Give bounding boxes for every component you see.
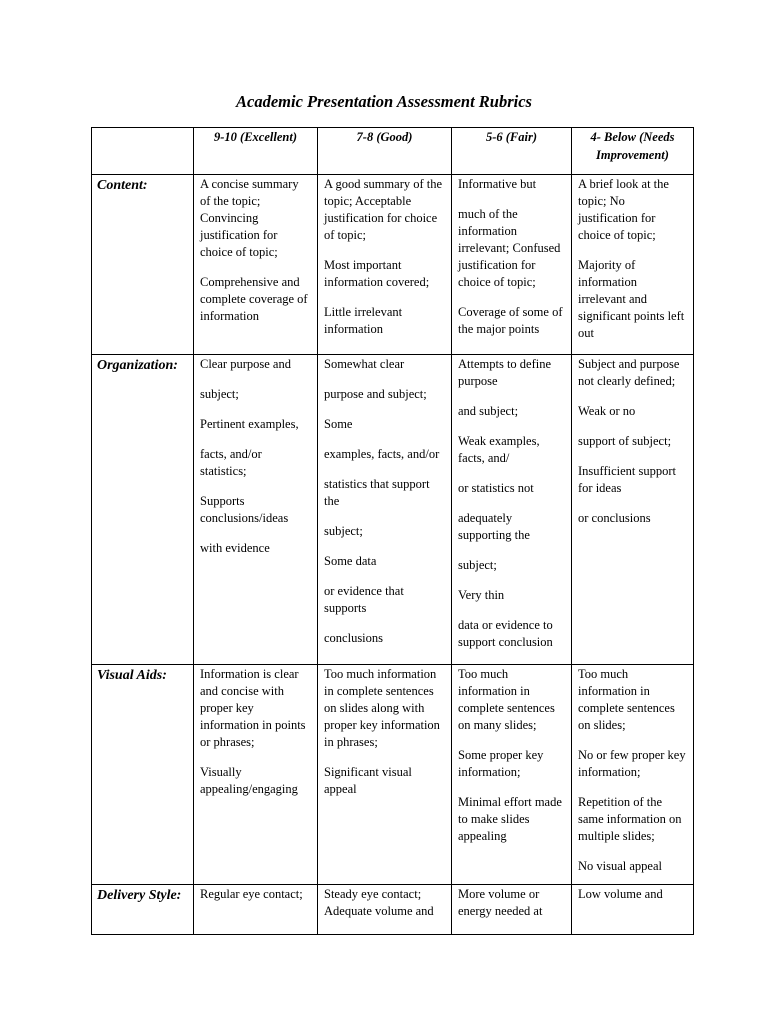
cell-paragraph: purpose and subject; <box>324 387 427 401</box>
cell-paragraph: Subject and purpose not clearly defined; <box>578 357 680 388</box>
cell-paragraph: Minimal effort made to make slides appealing <box>458 795 562 843</box>
rubric-table <box>91 127 694 935</box>
cell-paragraph: Somewhat clear <box>324 357 405 371</box>
cell-organization-fair <box>452 355 572 665</box>
cell-paragraph: adequately supporting the <box>458 511 530 542</box>
cell-paragraph: Regular eye contact; <box>200 887 303 901</box>
cell-paragraph: Attempts to define purpose <box>458 357 552 388</box>
row-label-content: Content: <box>92 175 194 355</box>
header-row <box>92 128 694 175</box>
cell-paragraph: subject; <box>200 387 239 401</box>
cell-paragraph: facts, and/or statistics; <box>200 447 262 478</box>
cell-organization-excellent <box>194 355 318 665</box>
cell-paragraph: subject; <box>324 524 363 538</box>
cell-paragraph: Pertinent examples, <box>200 417 299 431</box>
cell-paragraph: Too much information in complete sentences on many slides; <box>458 667 555 732</box>
cell-paragraph: Significant visual appeal <box>324 765 412 796</box>
document-title: Academic Presentation Assessment Rubrics <box>236 92 532 111</box>
cell-paragraph: Some proper key information; <box>458 748 544 779</box>
cell-visual-aids-fair <box>452 665 572 885</box>
cell-paragraph: statistics that support the <box>324 477 430 508</box>
cell-paragraph: Visually appealing/engaging <box>200 765 298 796</box>
rubric-row-delivery-style <box>92 885 694 935</box>
cell-paragraph: A brief look at the topic; No justification for choice of topic; <box>578 177 669 242</box>
cell-paragraph: Comprehensive and complete coverage of information <box>200 275 308 323</box>
cell-paragraph: subject; <box>458 558 497 572</box>
cell-paragraph: Weak or no <box>578 404 636 418</box>
cell-organization-good <box>318 355 452 665</box>
cell-paragraph: Some data <box>324 554 377 568</box>
cell-content-fair <box>452 175 572 355</box>
cell-visual-aids-needs-improvement <box>572 665 694 885</box>
cell-visual-aids-excellent <box>194 665 318 885</box>
cell-paragraph: or statistics not <box>458 481 534 495</box>
cell-visual-aids-good <box>318 665 452 885</box>
cell-paragraph: or evidence that supports <box>324 584 404 615</box>
cell-content-needs-improvement <box>572 175 694 355</box>
header-cell-blank <box>92 128 194 175</box>
cell-content-excellent <box>194 175 318 355</box>
cell-paragraph: Steady eye contact; Adequate volume and <box>324 887 434 918</box>
rubric-row-content <box>92 175 694 355</box>
cell-paragraph: Weak examples, facts, and/ <box>458 434 540 465</box>
cell-paragraph: Repetition of the same information on multiple slides; <box>578 795 682 843</box>
header-cell-excellent: 9-10 (Excellent) <box>194 128 318 175</box>
row-label-delivery-style: Delivery Style: <box>92 885 194 935</box>
cell-paragraph: conclusions <box>324 631 384 645</box>
cell-paragraph: and subject; <box>458 404 519 418</box>
header-cell-fair: 5-6 (Fair) <box>452 128 572 175</box>
cell-delivery-style-needs-improvement <box>572 885 694 935</box>
cell-content-good <box>318 175 452 355</box>
row-label-organization: Organization: <box>92 355 194 665</box>
cell-paragraph: No or few proper key information; <box>578 748 686 779</box>
cell-paragraph: Little irrelevant information <box>324 305 403 336</box>
cell-paragraph: Insufficient support for ideas <box>578 464 677 495</box>
cell-paragraph: More volume or energy needed at <box>458 887 543 918</box>
cell-paragraph: Some <box>324 417 353 431</box>
cell-paragraph: Coverage of some of the major points <box>458 305 563 336</box>
cell-paragraph: much of the information irrelevant; Confused justification for choice of topic; <box>458 207 561 289</box>
rubric-row-organization <box>92 355 694 665</box>
cell-paragraph: with evidence <box>200 541 270 555</box>
cell-paragraph: Too much information in complete sentences on slides along with proper key information in phrases; <box>324 667 440 749</box>
cell-paragraph: Clear purpose and <box>200 357 291 371</box>
header-cell-needs-improvement: 4- Below (Needs Improvement) <box>572 128 694 175</box>
rubric-row-visual-aids <box>92 665 694 885</box>
cell-paragraph: Information is clear and concise with proper key information in points or phrases; <box>200 667 306 749</box>
cell-organization-needs-improvement <box>572 355 694 665</box>
cell-paragraph: support of subject; <box>578 434 672 448</box>
cell-paragraph: examples, facts, and/or <box>324 447 440 461</box>
cell-delivery-style-fair <box>452 885 572 935</box>
cell-paragraph: Very thin <box>458 588 505 602</box>
row-label-visual-aids: Visual Aids: <box>92 665 194 885</box>
cell-delivery-style-excellent <box>194 885 318 935</box>
cell-paragraph: Most important information covered; <box>324 258 430 289</box>
cell-paragraph: Informative but <box>458 177 537 191</box>
cell-paragraph: A good summary of the topic; Acceptable justification for choice of topic; <box>324 177 443 242</box>
cell-paragraph: No visual appeal <box>578 859 663 873</box>
cell-paragraph: Low volume and <box>578 887 663 901</box>
cell-paragraph: data or evidence to support conclusion <box>458 618 553 649</box>
cell-paragraph: A concise summary of the topic; Convincing justification for choice of topic; <box>200 177 299 259</box>
cell-delivery-style-good <box>318 885 452 935</box>
header-cell-good: 7-8 (Good) <box>318 128 452 175</box>
cell-paragraph: or conclusions <box>578 511 651 525</box>
cell-paragraph: Supports conclusions/ideas <box>200 494 289 525</box>
cell-paragraph: Majority of information irrelevant and significant points left out <box>578 258 685 340</box>
cell-paragraph: Too much information in complete sentences on slides; <box>578 667 675 732</box>
